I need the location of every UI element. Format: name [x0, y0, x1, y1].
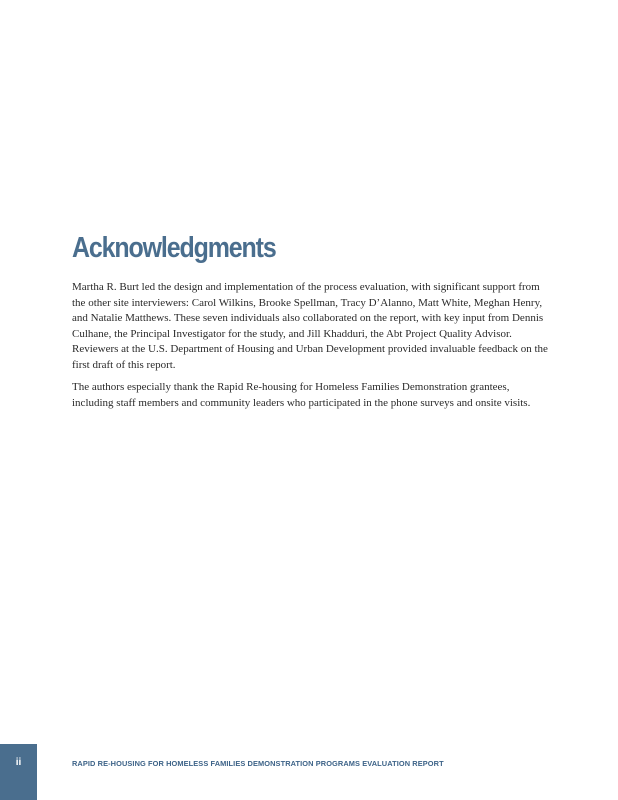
running-footer-title: RAPID RE-HOUSING FOR HOMELESS FAMILIES DEMONSTRATION PROGRAMS EVALUATION REPORT — [72, 759, 444, 768]
page-title: Acknowledgments — [72, 232, 276, 264]
page-number-tab — [0, 744, 37, 800]
acknowledgments-body — [72, 280, 552, 418]
body-paragraph: The authors especially thank the Rapid Re-housing for Homeless Families Demonstration grantees, including staff members and community leaders who participated in the phone surveys and onsite visits. — [72, 381, 531, 409]
body-paragraph: Martha R. Burt led the design and implementation of the process evaluation, with significant support from the other site interviewers: Carol Wilkins, Brooke Spellman, Tracy D’Alanno, Matt White, Meghan Henry, and Natalie Matthews. These seven individuals also collaborated on the report, with key input from Dennis Culhane, the Principal Investigator for the study, and Jill Khadduri, the Abt Project Quality Advisor. Reviewers at the U.S. Department of Housing and Urban Development provided invaluable feedback on the first draft of this report. — [72, 281, 548, 371]
page-number: ii — [15, 757, 22, 768]
